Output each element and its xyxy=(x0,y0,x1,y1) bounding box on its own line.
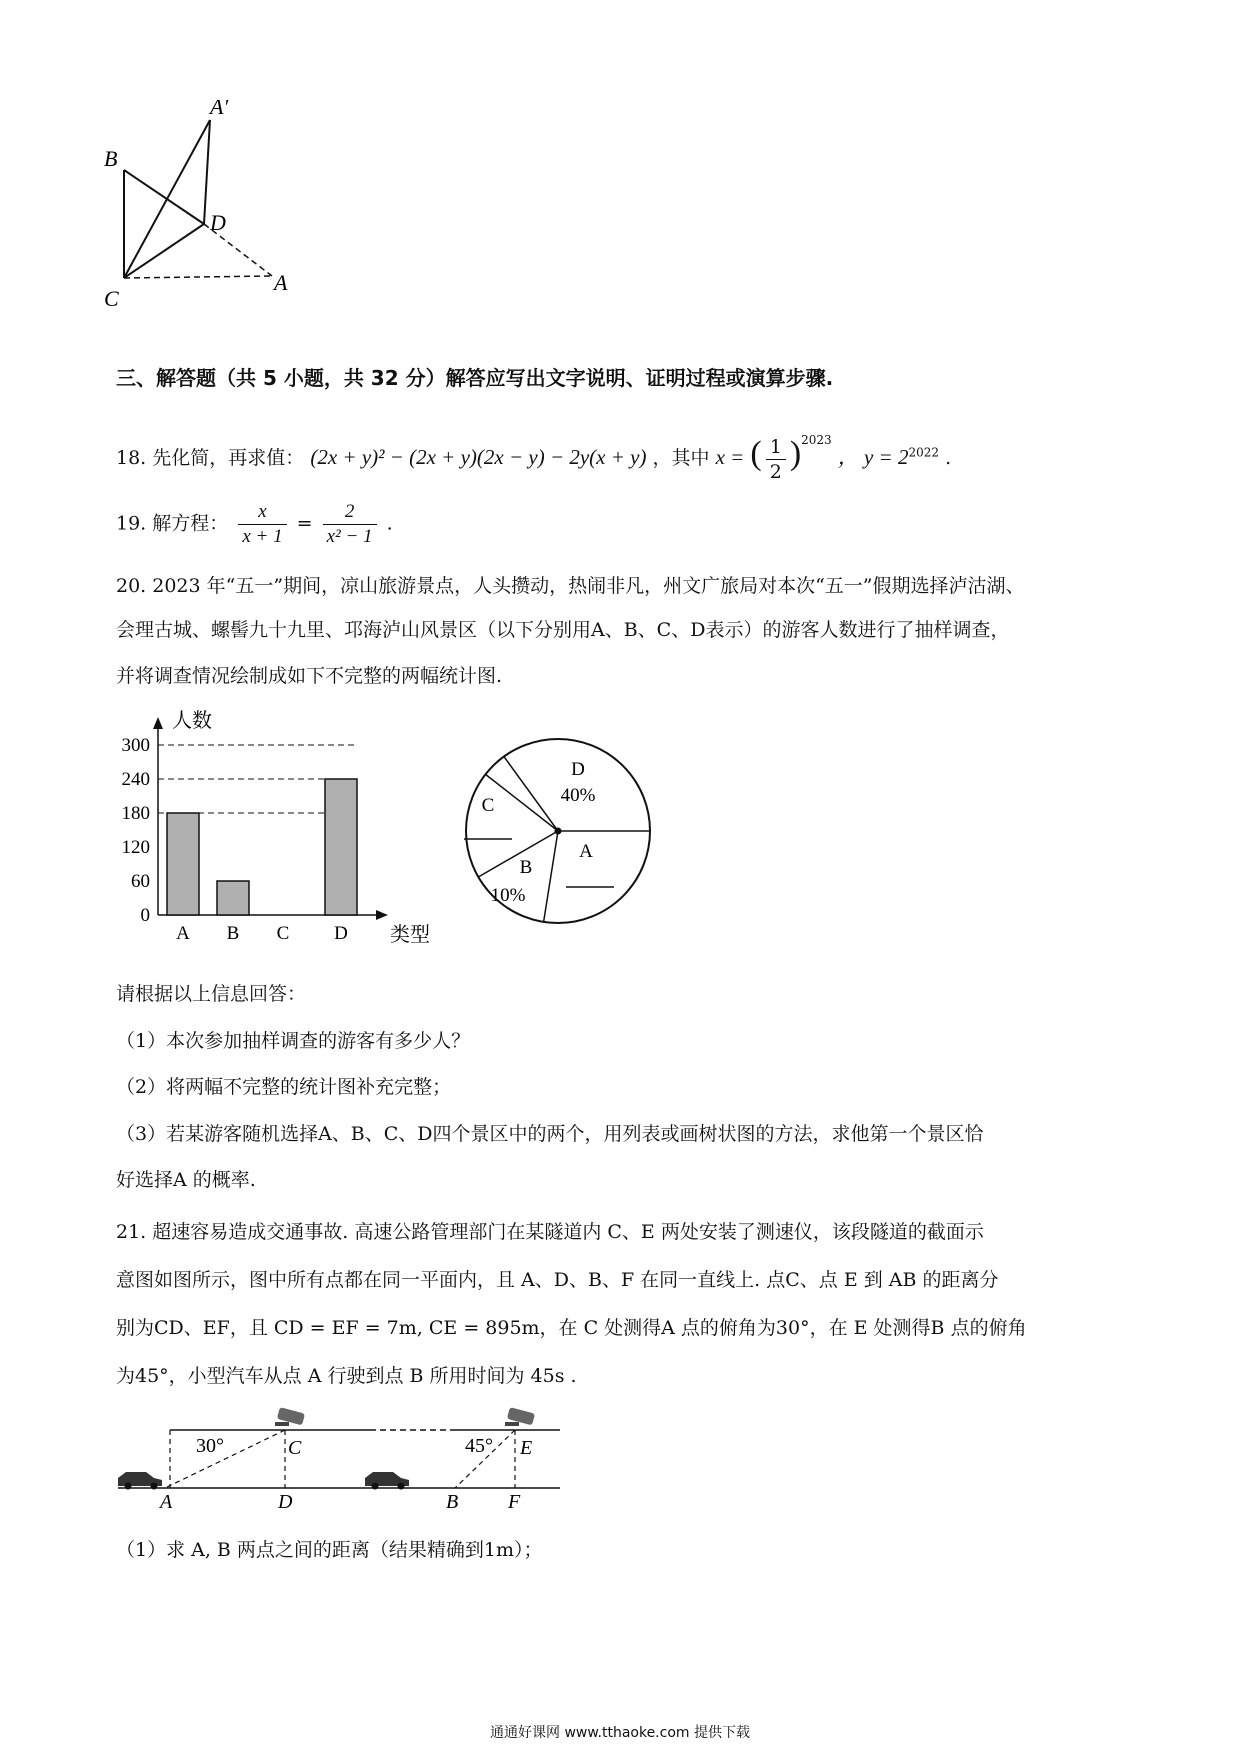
q18-frac-den: 2 xyxy=(769,460,782,483)
car-icon xyxy=(365,1472,409,1490)
pie-slice-label: C xyxy=(481,795,495,816)
q18-frac-num: 1 xyxy=(766,435,786,460)
q18-y-eq: ， y = 2 xyxy=(837,445,909,469)
label-E: E xyxy=(520,1437,533,1459)
question-18: 18. 先化简，再求值： (2x + y)² − (2x + y)(2x − y) − 2y(x + y) ，其中 x = ( $\frac{1}{2}$ )$^{2023}$ ， $y = 2^{2022}$ . xyxy=(116,433,952,483)
q20-line-2: 会理古城、螺髻九十九里、邛海泸山风景区（以下分别用A、B、C、D表示）的游客人数进行了抽样调查， xyxy=(116,619,1010,641)
label-C: C xyxy=(288,1437,302,1459)
label-angle-30: 30° xyxy=(196,1435,224,1457)
pie-slice-label: A xyxy=(579,841,593,862)
q18-y-exponent: 2022 xyxy=(908,445,940,460)
q20-sub-1: （1）本次参加抽样调查的游客有多少人？ xyxy=(116,1030,471,1052)
q19-number: 19. xyxy=(116,512,147,535)
q19-rhs-num: 2 xyxy=(323,500,377,525)
pie-slice-percent: 40% xyxy=(560,785,596,806)
label-B: B xyxy=(104,146,118,171)
y-tick-label: 240 xyxy=(121,769,150,790)
y-tick-label: 120 xyxy=(121,837,150,858)
q19-end: . xyxy=(386,512,393,535)
dashed-C-A xyxy=(165,1430,285,1488)
dashed-C-A xyxy=(124,276,272,278)
q19-lhs-den: x + 1 xyxy=(242,526,283,547)
q19-rhs-fraction xyxy=(323,500,377,549)
y-tick-label: 300 xyxy=(121,735,150,756)
bar-chart xyxy=(110,705,450,955)
q18-fraction xyxy=(766,435,786,484)
label-A-prime: A′ xyxy=(210,100,229,119)
camera-icon xyxy=(275,1407,305,1426)
y-tick-label: 60 xyxy=(131,871,150,892)
x-tick-label: B xyxy=(226,923,240,944)
bar xyxy=(217,881,249,915)
q21-line-2: 意图如图所示，图中所有点都在同一平面内，且 A、D、B、F 在同一直线上. 点C、点 E 到 AB 的距离分 xyxy=(116,1269,999,1291)
segment-C-Aprime xyxy=(124,120,210,278)
q18-x-eq: x = xyxy=(715,445,745,469)
label-C: C xyxy=(104,286,119,311)
x-tick-label: D xyxy=(334,923,348,944)
q18-where: ，其中 xyxy=(652,447,710,469)
y-tick-label: 180 xyxy=(121,803,150,824)
label-angle-45: 45° xyxy=(465,1435,493,1457)
y-axis-arrow xyxy=(153,717,163,729)
bar xyxy=(325,779,357,915)
q21-line-1: 21. 超速容易造成交通事故. 高速公路管理部门在某隧道内 C、E 两处安装了测速仪，该段隧道的截面示 xyxy=(116,1221,984,1243)
footer: 通通好课网 www.tthaoke.com 提供下载 xyxy=(490,1725,750,1741)
bar xyxy=(167,813,199,915)
q20-sub-3-line-2: 好选择A 的概率. xyxy=(116,1169,256,1191)
label-D: D xyxy=(210,210,226,235)
label-F: F xyxy=(508,1491,521,1510)
pie-center xyxy=(555,828,562,835)
label-A: A xyxy=(160,1491,173,1510)
q19-eq: = xyxy=(296,512,313,535)
segment-D-Aprime xyxy=(204,120,210,224)
q19-lhs-fraction xyxy=(238,500,286,549)
x-tick-label: C xyxy=(276,923,290,944)
q20-sub-2: （2）将两幅不完整的统计图补充完整； xyxy=(116,1076,452,1098)
pie-chart xyxy=(460,735,680,935)
y-tick-label: 0 xyxy=(140,905,150,926)
q19-rhs-den: x² − 1 xyxy=(326,526,373,547)
q18-number: 18. xyxy=(116,447,147,469)
q21-line-3: 别为CD、EF，且 CD = EF = 7m, CE = 895m，在 C 处测得A 点的俯角为30°，在 E 处测得B 点的俯角 xyxy=(116,1317,1027,1339)
q18-x-exponent: 2023 xyxy=(801,433,832,447)
q19-prefix: 解方程： xyxy=(152,512,229,535)
pie-slice-label: D xyxy=(571,759,585,780)
y-axis-label: 人数 xyxy=(172,710,212,732)
question-19 xyxy=(116,500,393,549)
segment-B-D xyxy=(124,170,204,224)
section-title: 三、解答题（共 5 小题，共 32 分）解答应写出文字说明、证明过程或演算步骤. xyxy=(116,366,834,390)
q20-sub-3-line-1: （3）若某游客随机选择A、B、C、D四个景区中的两个，用列表或画树状图的方法，求他第一个景区恰 xyxy=(116,1123,984,1145)
pie-slice-percent: 10% xyxy=(490,885,526,906)
label-A: A xyxy=(274,270,288,295)
tunnel-figure xyxy=(110,1400,570,1510)
q20-line-1: 20. 2023 年“五一”期间，凉山旅游景点，人头攒动，热闹非凡，州文广旅局对本次“五一”假期选择泸沽湖、 xyxy=(116,575,1025,597)
q20-answer-intro: 请根据以上信息回答： xyxy=(116,983,307,1005)
label-B: B xyxy=(446,1491,459,1510)
x-tick-label: A xyxy=(176,923,190,944)
q18-prefix: 先化简，再求值： xyxy=(152,447,305,469)
q19-lhs-num: x xyxy=(238,500,286,525)
q18-end: . xyxy=(945,447,952,469)
car-icon xyxy=(118,1472,162,1490)
x-axis-arrow xyxy=(376,910,388,920)
q18-expression: (2x + y)² − (2x + y)(2x − y) − 2y(x + y) xyxy=(310,445,647,469)
q20-line-3: 并将调查情况绘制成如下不完整的两幅统计图. xyxy=(116,665,503,687)
segment-C-D xyxy=(124,224,204,278)
q21-sub-1: （1）求 A, B 两点之间的距离（结果精确到1m）； xyxy=(116,1539,543,1561)
x-axis-label: 类型 xyxy=(390,924,430,946)
q21-line-4: 为45°，小型汽车从点 A 行驶到点 B 所用时间为 45s . xyxy=(116,1365,577,1387)
camera-icon xyxy=(505,1407,535,1426)
label-D: D xyxy=(278,1491,293,1510)
pie-slice-label: B xyxy=(519,857,533,878)
geometry-figure xyxy=(100,100,330,340)
